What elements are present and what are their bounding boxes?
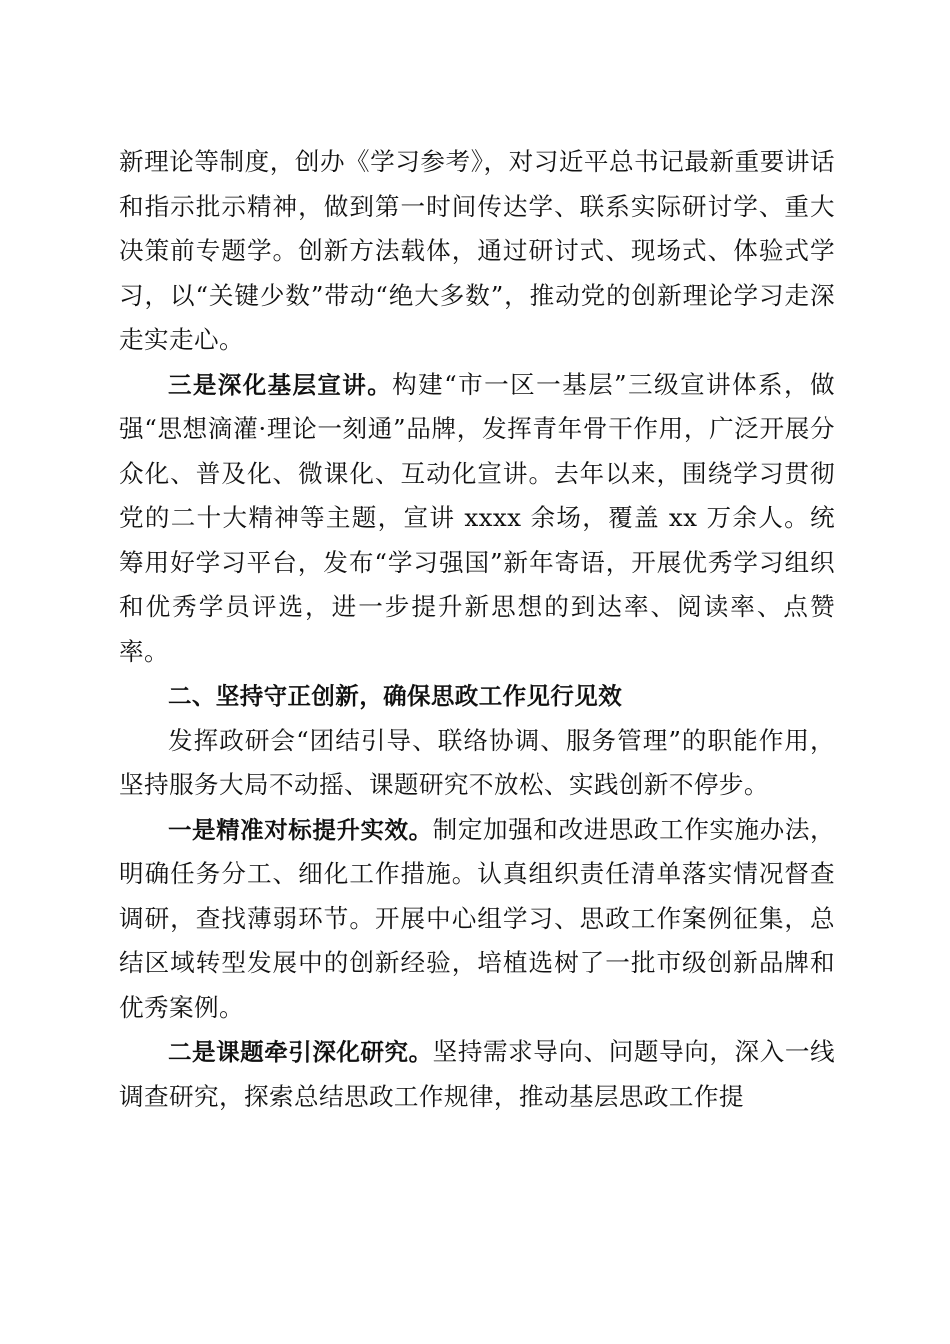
section-heading: 二、坚持守正创新，确保思政工作见行见效 [168, 682, 623, 710]
paragraph-lead: 二是课题牵引深化研究。 [168, 1038, 433, 1066]
paragraph-body: 坚持需求导向、问题导向，深入一线调查研究，探索总结思政工作规律，推动基层思政工作提 [119, 1037, 835, 1111]
paragraph-benchmark [119, 808, 835, 1031]
paragraph-body: 制定加强和改进思政工作实施办法，明确任务分工、细化工作措施。认真组织责任清单落实情况督查调研，查找薄弱环节。开展中心组学习、思政工作案例征集，总结区域转型发展中的创新经验，培植选树了一批市级创新品牌和优秀案例。 [119, 814, 835, 1022]
paragraph-continuation: 新理论等制度，创办《学习参考》，对习近平总书记最新重要讲话和指示批示精神，做到第一时间传达学、联系实际研讨学、重大决策前专题学。创新方法载体，通过研讨式、现场式、体验式学习，以“关键少数”带动“绝大多数”，推动党的创新理论学习走深走实走心。 [119, 147, 835, 354]
paragraph-grassroots-lecture [119, 363, 835, 675]
paragraph-body: 构建“市一区一基层”三级宣讲体系，做强“思想滴灌·理论一刻通”品牌，发挥青年骨干作用，广泛开展分众化、普及化、微课化、互动化宣讲。去年以来，围绕学习贯彻党的二十大精神等主题，宣讲 xxxx 余场，覆盖 xx 万余人。统筹用好学习平台，发布“学习强国”新年寄语，开展优秀学习组织和优秀学员评选，进一步提升新思想的到达率、阅读率、点赞率。 [119, 369, 835, 666]
paragraph-lead: 一是精准对标提升实效。 [168, 815, 433, 844]
paragraph-lead: 三是深化基层宣讲。 [168, 370, 393, 399]
paragraph-research [119, 1030, 835, 1119]
paragraph-intro: 发挥政研会“团结引导、联络协调、服务管理”的职能作用，坚持服务大局不动摇、课题研究不放松、实践创新不停步。 [119, 725, 835, 799]
document-body [119, 140, 835, 1119]
